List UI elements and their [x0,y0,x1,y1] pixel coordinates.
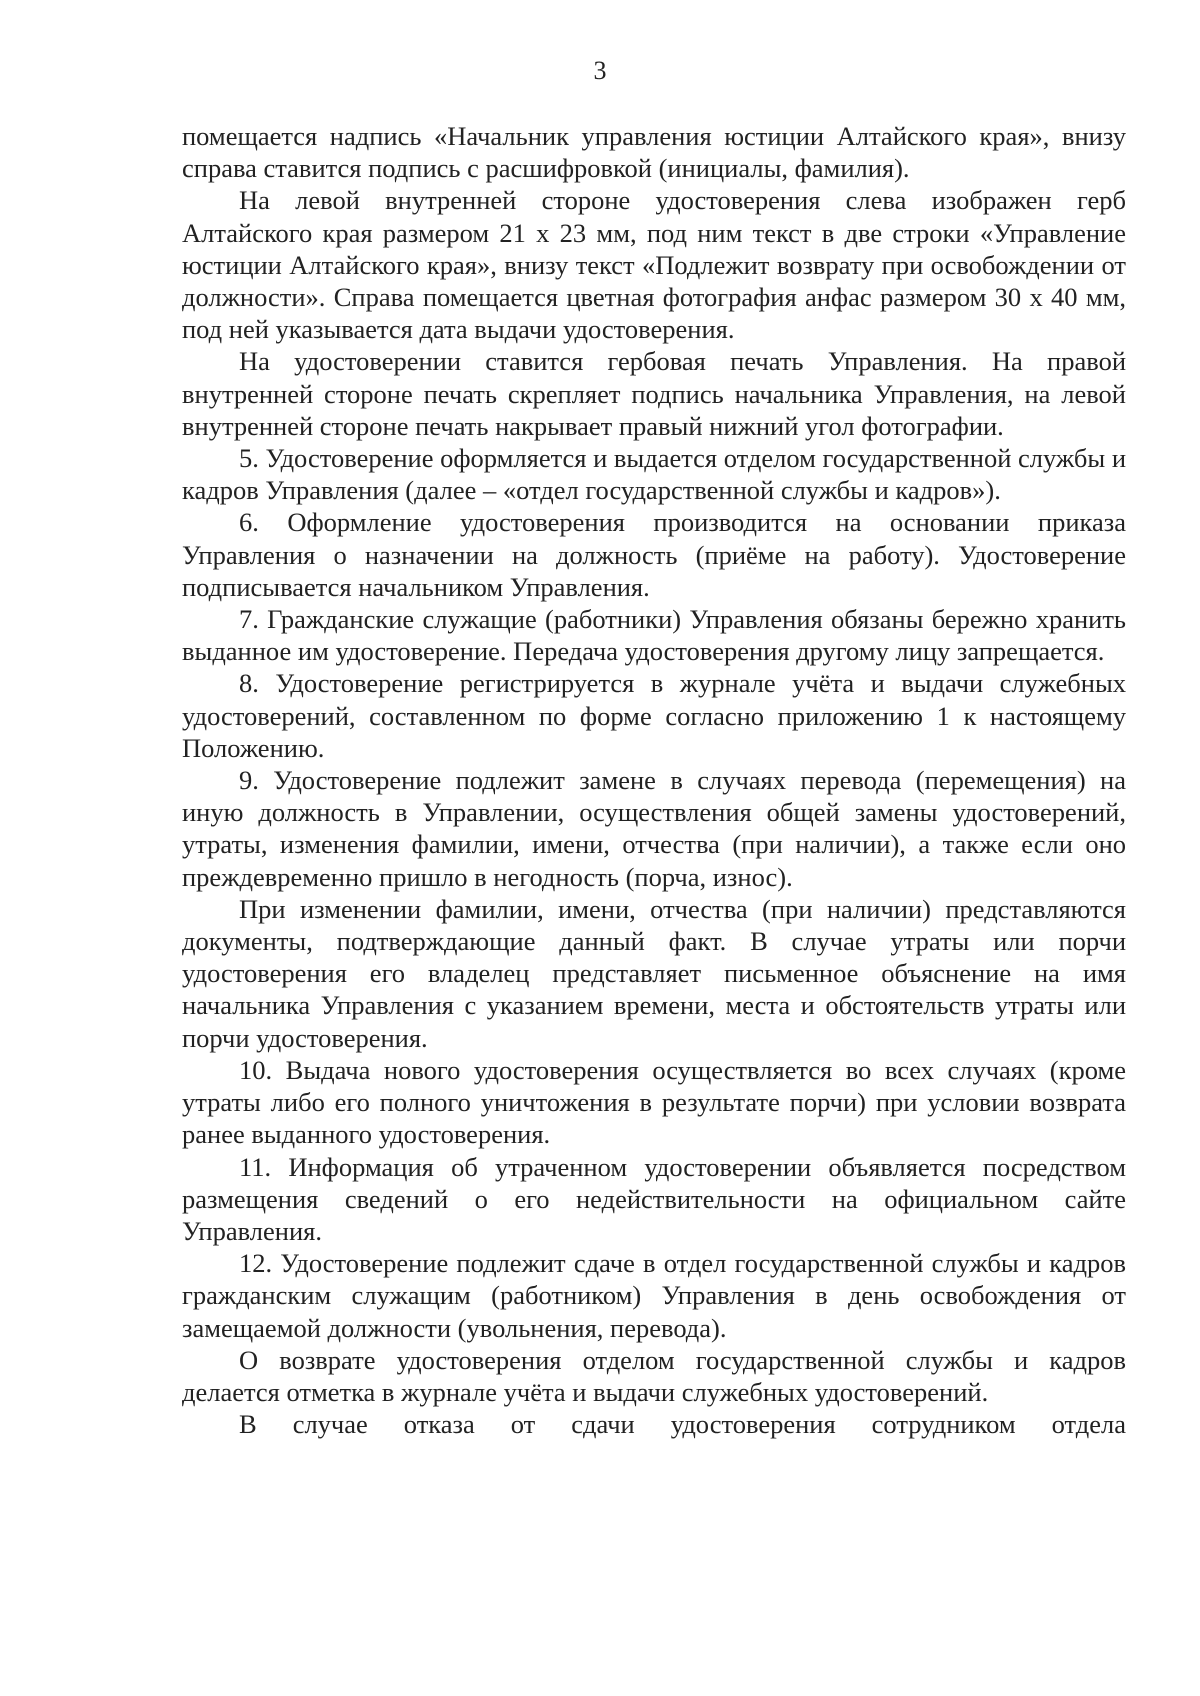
paragraph: 12. Удостоверение подлежит сдаче в отдел государственной службы и кадров гражданским служащим (работником) Управления в день освобождения от замещаемой должности (увольнения, перевода). [182,1248,1126,1343]
paragraph: 8. Удостоверение регистрируется в журнале учёта и выдачи служебных удостоверений, составленном по форме согласно приложению 1 к настоящему Положению. [182,668,1126,763]
paragraph: При изменении фамилии, имени, отчества (при наличии) представляются документы, подтверждающие данный факт. В случае утраты или порчи удостоверения его владелец представляет письменное объяснение на имя начальника Управления с указанием времени, места и обстоятельств утраты или порчи удостоверения. [182,893,1126,1053]
paragraph: 11. Информация об утраченном удостоверении объявляется посредством размещения сведений о его недействительности на официальном сайте Управления. [182,1151,1126,1246]
paragraph: На левой внутренней стороне удостоверения слева изображен герб Алтайского края размером 21 х 23 мм, под ним текст в две строки «Управление юстиции Алтайского края», внизу текст «Подлежит возврату при освобождении от должности». Справа помещается цветная фотография анфас размером 30 х 40 мм, под ней указывается дата выдачи удостоверения. [182,185,1126,345]
paragraph: 10. Выдача нового удостоверения осуществляется во всех случаях (кроме утраты либо его полного уничтожения в результате порчи) при условии возврата ранее выданного удостоверения. [182,1054,1126,1150]
paragraph: 9. Удостоверение подлежит замене в случаях перевода (перемещения) на иную должность в Управлении, осуществления общей замены удостоверений, утраты, изменения фамилии, имени, отчества (при наличии), а также если оно преждевременно пришло в негодность (порча, износ). [182,765,1126,892]
paragraph: помещается надпись «Начальник управления юстиции Алтайского края», внизу справа ставится подпись с расшифровкой (инициалы, фамилия). [182,121,1126,184]
paragraph: На удостоверении ставится гербовая печать Управления. На правой внутренней стороне печать скрепляет подпись начальника Управления, на левой внутренней стороне печать накрывает правый нижний угол фотографии. [182,346,1126,441]
paragraph: 5. Удостоверение оформляется и выдается отделом государственной службы и кадров Управления (далее – «отдел государственной службы и кадров»). [182,443,1126,506]
paragraph: 6. Оформление удостоверения производится на основании приказа Управления о назначении на должность (приёме на работу). Удостоверение подписывается начальником Управления. [182,507,1126,602]
page-number: 3 [593,56,607,85]
paragraph: О возврате удостоверения отделом государственной службы и кадров делается отметка в журнале учёта и выдачи служебных удостоверений. [182,1344,1126,1407]
document-body [182,120,1126,1440]
paragraph: 7. Гражданские служащие (работники) Управления обязаны бережно хранить выданное им удостоверение. Передача удостоверения другому лицу запрещается. [182,604,1126,667]
paragraph: В случае отказа от сдачи удостоверения сотрудником отдела [239,1409,1126,1440]
